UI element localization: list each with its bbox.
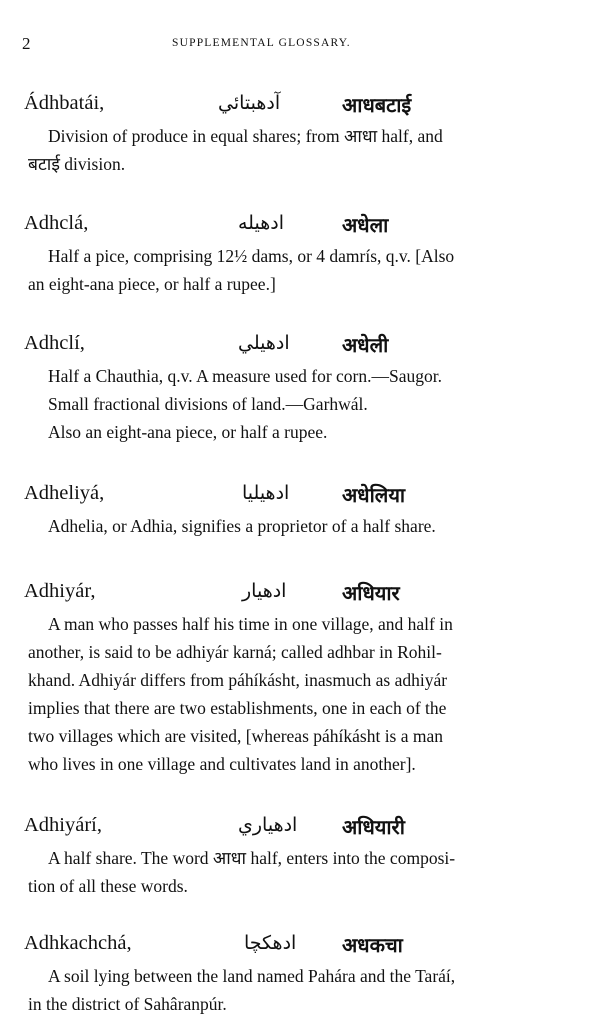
page-header [22,34,570,56]
headword: Adhclí, [24,332,85,354]
definition-line: implies that there are two establishments, one in each of the [28,698,447,718]
entry-definition [0,122,600,178]
definition-line: बटाई division. [28,154,126,174]
definition-line: Small fractional divisions of land.—Garhwál. [48,394,368,414]
definition-line: A soil lying between the land named Pahára and the Taráí, [48,966,456,986]
headword: Adheliyá, [24,482,105,504]
entry-definition [0,512,600,540]
definition-line: two villages which are visited, [whereas páhíkásht is a man [28,726,444,746]
devanagari-term: अधेला [342,213,389,237]
persian-term: ادهياري [238,814,298,836]
definition-line: tion of all these words. [28,876,188,896]
persian-term: آدهبتائي [218,92,281,114]
entry-headline [0,208,600,242]
glossary-entry [0,88,600,178]
glossary-entry [0,478,600,540]
persian-term: ادهيار [242,580,287,602]
definition-line: A man who passes half his time in one village, and half in [48,614,453,634]
entry-headline [0,576,600,610]
entry-headline [0,478,600,512]
entry-headline [0,328,600,362]
persian-term: ادهيليا [242,482,290,504]
definition-line: in the district of Sahâranpúr. [28,994,227,1014]
glossary-entry [0,208,600,298]
page-number: 2 [22,34,31,53]
persian-term: ادهيلي [238,332,290,354]
devanagari-term: अधियार [342,581,400,605]
glossary-entry [0,928,600,1018]
persian-term: ادهكچا [244,932,297,954]
definition-line: Also an eight-ana piece, or half a rupee. [48,422,328,442]
entry-definition [0,844,600,900]
running-head: SUPPLEMENTAL GLOSSARY. [172,37,351,49]
definition-line: khand. Adhiyár differs from páhíkásht, inasmuch as adhiyár [28,670,448,690]
glossary-entry [0,576,600,778]
entry-definition [0,610,600,778]
entry-headline [0,928,600,962]
definition-line: an eight-ana piece, or half a rupee.] [28,274,276,294]
definition-line: who lives in one village and cultivates land in another]. [28,754,416,774]
entry-headline [0,88,600,122]
devanagari-term: अधकचा [342,933,403,957]
entry-definition [0,362,600,446]
headword: Adhkachchá, [24,932,132,954]
devanagari-term: अधेलिया [342,483,406,507]
glossary-entry [0,328,600,446]
devanagari-term: आधबटाई [342,93,412,117]
entry-definition [0,242,600,298]
definition-line: Division of produce in equal shares; from आधा half, and [48,126,443,146]
glossary-entry [0,810,600,900]
definition-line: Half a Chauthia, q.v. A measure used for corn.—Saugor. [48,366,442,386]
headword: Adhclá, [24,212,89,234]
persian-term: ادهيله [238,212,284,234]
devanagari-term: अधियारी [342,815,405,839]
devanagari-term: अधेली [342,333,389,357]
headword: Adhiyárí, [24,814,102,836]
definition-line: A half share. The word आधा half, enters into the composi- [48,848,456,868]
headword: Ádhbatái, [24,92,105,114]
entry-headline [0,810,600,844]
definition-line: another, is said to be adhiyár karná; called adhbar in Rohil- [28,642,442,662]
headword: Adhiyár, [24,580,96,602]
definition-line: Adhelia, or Adhia, signifies a proprietor of a half share. [48,516,436,536]
definition-line: Half a pice, comprising 12½ dams, or 4 damrís, q.v. [Also [48,246,455,266]
entry-definition [0,962,600,1018]
